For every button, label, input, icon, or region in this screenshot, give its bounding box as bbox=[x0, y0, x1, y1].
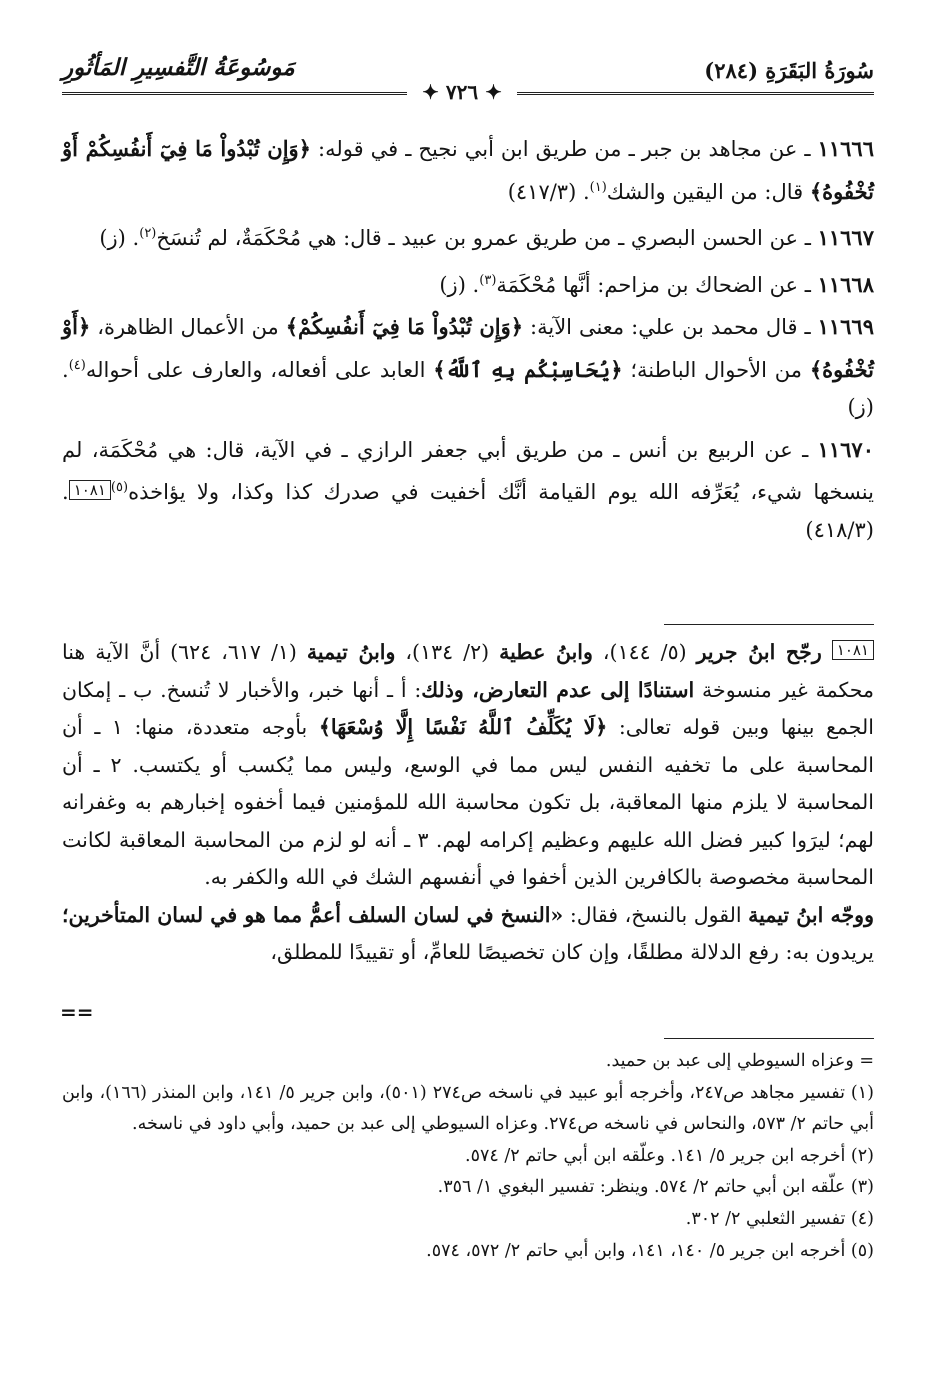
entry-number: ١١٦٦٨ bbox=[817, 271, 874, 297]
entry: ١١٦٦٩ ـ قال محمد بن علي: معنى الآية: ﴿وَإِن تُبْدُواْ مَا فِيٓ أَنفُسِكُمْ﴾ من الأعمال الظاهرة، ﴿أَوْ تُخْفُوهُ﴾ من الأحوال الباطنة؛ ﴿يُحَاسِبْكُم بِهِ ٱللَّهُ﴾ العابد على أفعاله، والعارف على أحواله$^{(٤)}$. (ز) bbox=[62, 314, 875, 419]
footnote-ref: (٥) bbox=[110, 480, 129, 495]
entry: ١١٦٦٧ ـ عن الحسن البصري ـ من طريق عمرو بن عبيد ـ قال: هي مُحْكَمَةٌ، لم تُنسَخ$^{(٢)}$. (ز) bbox=[99, 225, 874, 250]
entry: ١١٦٦٦ ـ عن مجاهد بن جبر ـ من طريق ابن أبي نجيح ـ في قوله: ﴿وَإِن تُبْدُواْ مَا فِيٓ أَنفُسِكُمْ أَوْ تُخْفُوهُ﴾ قال: من اليقين والشك$^{(١)}$. (٤١٧/٣) bbox=[62, 136, 874, 204]
footnote: (٢) أخرجه ابن جرير ٥/ ١٤١. وعلّقه ابن أبي حاتم ٢/ ٥٧٤. bbox=[465, 1145, 874, 1166]
commentary-ref-box: ١٠٨١ bbox=[832, 640, 874, 660]
entry-number: ١١٦٦٧ bbox=[817, 225, 874, 250]
footnote: (٥) أخرجه ابن جرير ٥/ ١٤٠، ١٤١، وابن أبي حاتم ٢/ ٥٧٢، ٥٧٤. bbox=[426, 1240, 874, 1261]
commentary-ref-box: ١٠٨١ bbox=[69, 480, 111, 500]
quran-quote: ﴿وَإِن تُبْدُواْ مَا فِيٓ أَنفُسِكُمْ﴾ bbox=[285, 314, 524, 339]
footnote-ref: (١) bbox=[589, 179, 607, 195]
footnote: = وعزاه السيوطي إلى عبد بن حميد. bbox=[605, 1051, 874, 1071]
footnotes-divider bbox=[664, 1038, 874, 1039]
book-title: مَوسُوعَةُ التَّفسِيرِ المَأثُورِ bbox=[62, 54, 295, 81]
quran-quote: ﴿يُحَاسِبْكُم بِهِ ٱللَّهُ﴾ bbox=[433, 356, 623, 382]
footnote: (٤) تفسير الثعلبي ٢/ ٣٠٢. bbox=[685, 1208, 874, 1229]
quran-quote: ﴿أَوْ تُخْفُوهُ﴾ bbox=[62, 314, 875, 382]
page-number: ✦ ٧٢٦ ✦ bbox=[407, 80, 517, 104]
footnote-ref: (٣) bbox=[479, 272, 497, 288]
entry: ١١٦٧٠ ـ عن الربيع بن أنس ـ من طريق أبي جعفر الرازي ـ في الآية، قال: هي مُحْكَمَة، لم ينسخها شيء، يُعَرِّفه الله يوم القيامة أنَّك أخفيت في صدرك كذا وكذا، ولا يؤاخذه$^{(٥)}$١٠٨١. (٤١٨/٣) bbox=[62, 436, 874, 542]
footnote-ref: (٤) bbox=[68, 357, 86, 373]
surah-title: سُورَةُ البَقَرَةِ (٢٨٤) bbox=[704, 58, 874, 83]
commentary-divider bbox=[664, 624, 874, 625]
commentary-note bbox=[62, 632, 874, 972]
footnote-ref: (٢) bbox=[139, 226, 157, 241]
main-text bbox=[62, 130, 874, 553]
entry-number: ١١٦٦٦ bbox=[817, 136, 874, 161]
entry-number: ١١٦٦٩ bbox=[817, 314, 874, 339]
quran-quote: ﴿وَإِن تُبْدُواْ مَا فِيٓ أَنفُسِكُمْ أَوْ تُخْفُوهُ﴾ bbox=[62, 136, 874, 204]
footnote: (٣) علّقه ابن أبي حاتم ٢/ ٥٧٤. وينظر: تفسير البغوي ١/ ٣٥٦. bbox=[437, 1177, 874, 1198]
footnote: (١) تفسير مجاهد ص٢٤٧، وأخرجه أبو عبيد في ناسخه ص٢٧٤ (٥٠١)، وابن جرير ٥/ ١٤١، وابن المنذر (١٦٦)، وابن أبي حاتم ٢/ ٥٧٣، والنحاس في ناسخه ص٢٧٤. وعزاه السيوطي إلى عبد بن حميد، وأبي داود في ناسخه. bbox=[62, 1082, 874, 1135]
commentary-paragraph: ووجّه ابنُ تيمية القول بالنسخ، فقال: «النسخ في لسان السلف أعمُّ مما هو في لسان المتأخرين؛ يريدون به: رفع الدلالة مطلقًا، وإن كان تخصيصًا للعامِّ، أو تقييدًا للمطلق، bbox=[62, 902, 874, 964]
entry: ١١٦٦٨ ـ عن الضحاك بن مزاحم: أنَّها مُحْكَمَة$^{(٣)}$. (ز) bbox=[439, 271, 874, 297]
commentary-paragraph: ١٠٨١ رجّح ابنُ جرير (٥/ ١٤٤)، وابنُ عطية (٢/ ١٣٤)، وابنُ تيمية (١/ ٦١٧، ٦٢٤) أنَّ الآية هنا محكمة غير منسوخة استنادًا إلى عدم التعارض، وذلك: أ ـ أنها خبر، والأخبار لا تُنسخ. ب ـ إمكان الجمع بينها وبين قوله تعالى: ﴿لَا يُكَلِّفُ ٱللَّهُ نَفْسًا إِلَّا وُسْعَهَا﴾ بأوجه متعددة، منها: ١ ـ أن المحاسبة على ما تخفيه النفس ليس مما في الوسع، وليس مما يُكسب أو يكتسب. ٢ ـ أن المحاسبة لا يلزم منها المعاقبة، بل تكون محاسبة الله للمؤمنين فيما أخفوه إخبارهم به وغفرانه لهم؛ ليرَوا كبير فضل الله عليهم وعظيم إكرامه لهم. ٣ ـ أنه لو لزم من المحاسبة المعاقبة لكانت المحاسبة مخصوصة بالكافرين الذين أخفوا في أنفسهم الشك في الله والكفر به. bbox=[62, 640, 874, 889]
quran-quote: ﴿لَا يُكَلِّفُ ٱللَّهُ نَفْسًا إِلَّا وُسْعَهَا﴾ bbox=[318, 715, 608, 739]
continuation-mark: == bbox=[60, 1000, 94, 1024]
footnotes bbox=[62, 1046, 874, 1267]
entry-number: ١١٦٧٠ bbox=[817, 436, 874, 462]
